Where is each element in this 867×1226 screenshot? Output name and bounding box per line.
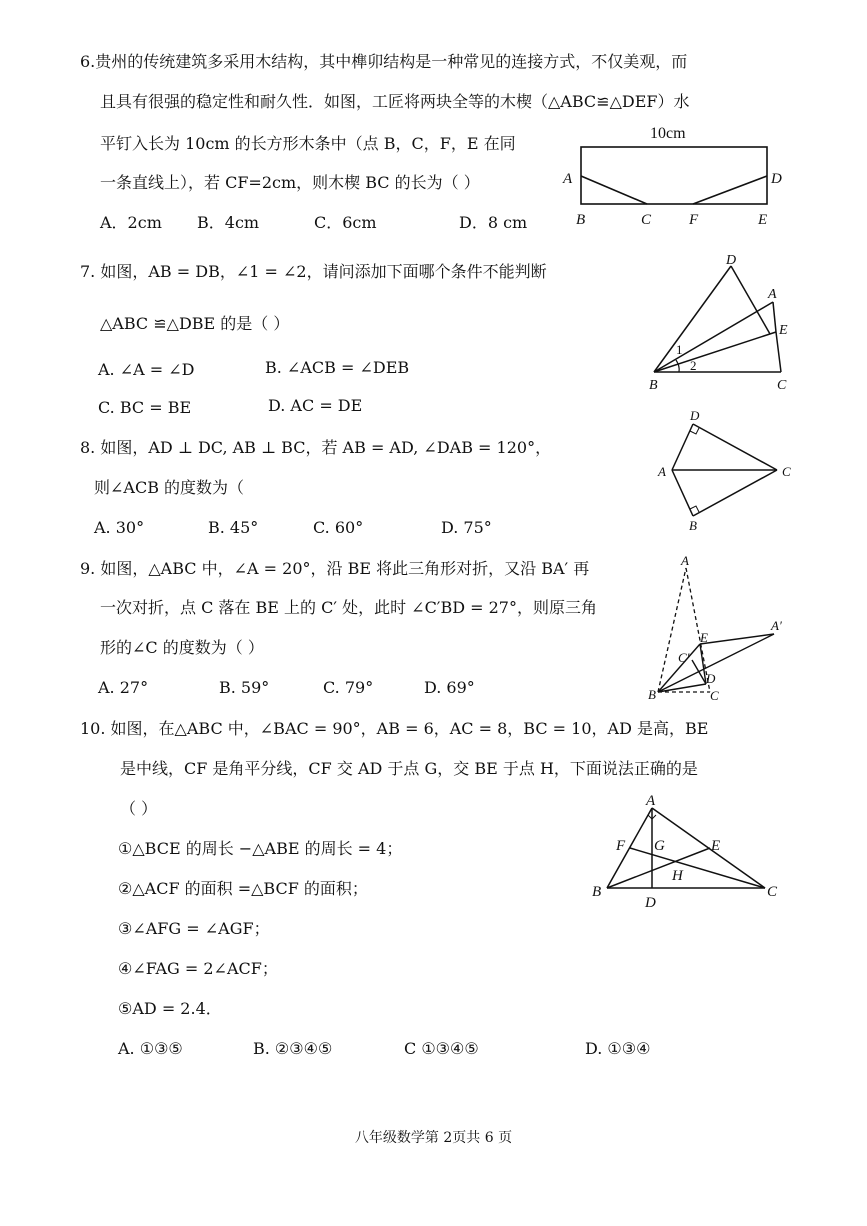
q8-fig-point-c: C bbox=[782, 464, 791, 479]
q6-fig-point-b: B bbox=[576, 212, 586, 228]
q8-fig-seg-ad bbox=[672, 424, 693, 470]
q8-line2: 则∠ACB 的度数为（ bbox=[94, 478, 245, 497]
q10-figure bbox=[585, 790, 785, 910]
q10-line1: 10. 如图，在△ABC 中，∠BAC = 90°，AB = 6，AC = 8，BC = 10，AD 是高，BE bbox=[80, 719, 709, 738]
q10-fig-point-a: A bbox=[646, 793, 656, 809]
q10-statement-2: ②△ACF 的面积 =△BCF 的面积； bbox=[118, 879, 368, 898]
q7-fig-seg-bd bbox=[654, 266, 731, 372]
q10-option-b: B. ②③④⑤ bbox=[253, 1039, 333, 1058]
q7-fig-angle-arc bbox=[676, 360, 679, 372]
q9-fig-seg-ba-dashed bbox=[658, 568, 686, 692]
q9-line1: 9. 如图，△ABC 中，∠A = 20°，沿 BE 将此三角形对折，又沿 BA′ 再 bbox=[80, 559, 590, 578]
q6-fig-wedge-de bbox=[693, 176, 767, 204]
q10-line3: （ ） bbox=[120, 799, 158, 818]
q9-option-c: C. 79° bbox=[323, 678, 374, 697]
q6-option-c: C．6cm bbox=[314, 213, 377, 232]
q10-fig-point-b: B bbox=[592, 884, 602, 900]
q6-figure bbox=[555, 120, 795, 230]
q10-line2: 是中线，CF 是角平分线，CF 交 AD 于点 G，交 BE 于点 H，下面说法正确的是 bbox=[120, 759, 698, 778]
q8-fig-seg-dc bbox=[693, 424, 777, 470]
q10-statement-1: ①△BCE 的周长 −△ABE 的周长 = 4； bbox=[118, 839, 403, 858]
q9-fig-point-b: B bbox=[648, 687, 656, 702]
q8-figure bbox=[650, 406, 800, 534]
q9-option-d: D. 69° bbox=[424, 678, 475, 697]
q6-line4: 一条直线上），若 CF=2cm，则木楔 BC 的长为（ ） bbox=[100, 173, 480, 192]
q6-fig-point-d: D bbox=[771, 171, 782, 187]
q9-fig-point-a-prime: A′ bbox=[771, 618, 782, 633]
q10-fig-seg-ab bbox=[607, 808, 652, 888]
q9-fig-point-e: E bbox=[700, 630, 708, 645]
q8-option-b: B. 45° bbox=[208, 518, 259, 537]
q9-line3: 形的∠C 的度数为（ ） bbox=[100, 638, 264, 657]
q6-line3: 平钉入长为 10cm 的长方形木条中（点 B，C，F，E 在同 bbox=[100, 134, 516, 153]
q9-fig-point-c: C bbox=[710, 688, 719, 703]
q10-fig-point-f: F bbox=[616, 838, 626, 854]
q7-option-d: D. AC = DE bbox=[268, 396, 363, 415]
q9-option-a: A. 27° bbox=[98, 678, 149, 697]
q10-fig-point-e: E bbox=[711, 838, 721, 854]
q8-fig-point-b: B bbox=[689, 518, 697, 533]
q8-fig-seg-bc bbox=[693, 470, 777, 516]
q6-option-b: B．4cm bbox=[197, 213, 260, 232]
q7-fig-point-d: D bbox=[726, 253, 737, 268]
q10-fig-point-h: H bbox=[672, 868, 683, 884]
q7-figure bbox=[640, 252, 800, 394]
q9-option-b: B. 59° bbox=[219, 678, 270, 697]
q6-fig-rectangle bbox=[581, 147, 767, 204]
q6-line1: 6.贵州的传统建筑多采用木结构，其中榫卯结构是一种常见的连接方式，不仅美观，而 bbox=[80, 52, 688, 71]
q8-line1: 8. 如图，AD ⊥ DC, AB ⊥ BC，若 AB = AD, ∠DAB = 120°， bbox=[80, 438, 552, 457]
q7-option-b: B. ∠ACB = ∠DEB bbox=[265, 358, 410, 377]
q10-option-c: C ①③④⑤ bbox=[404, 1039, 479, 1058]
q6-line2: 且具有很强的稳定性和耐久性．如图，工匠将两块全等的木楔（△ABC≌△DEF）水 bbox=[100, 92, 690, 111]
q8-fig-seg-ab bbox=[672, 470, 693, 516]
q10-statement-5: ⑤AD = 2.4． bbox=[118, 999, 222, 1018]
q8-option-c: C. 60° bbox=[313, 518, 364, 537]
q7-fig-seg-be bbox=[654, 332, 776, 372]
q10-fig-point-d: D bbox=[645, 895, 656, 910]
q6-fig-point-e: E bbox=[758, 212, 768, 228]
q6-option-a: A．2cm bbox=[100, 213, 162, 232]
q7-option-a: A. ∠A = ∠D bbox=[98, 360, 195, 379]
q9-figure bbox=[640, 552, 800, 704]
q8-option-d: D. 75° bbox=[441, 518, 492, 537]
q7-fig-seg-ae bbox=[773, 302, 776, 332]
q10-fig-point-c: C bbox=[767, 884, 778, 900]
q7-fig-point-c: C bbox=[777, 378, 787, 393]
q8-fig-point-d: D bbox=[690, 408, 700, 423]
q7-option-c: C. BC = BE bbox=[98, 398, 192, 417]
q7-fig-seg-ba bbox=[654, 302, 773, 372]
q10-fig-seg-be bbox=[607, 848, 710, 888]
q6-fig-length-label: 10cm bbox=[650, 125, 686, 142]
q7-fig-angle-1: 1 bbox=[676, 342, 683, 357]
q7-fig-point-b: B bbox=[649, 378, 658, 393]
q10-option-a: A. ①③⑤ bbox=[118, 1039, 183, 1058]
page-footer: 八年级数学第 2页共 6 页 bbox=[354, 1130, 513, 1146]
q6-fig-point-f: F bbox=[689, 212, 699, 228]
q6-option-d: D．8 cm bbox=[459, 213, 528, 232]
q6-fig-point-a: A bbox=[563, 171, 573, 187]
q6-fig-point-c: C bbox=[641, 212, 652, 228]
q10-statement-3: ③∠AFG = ∠AGF； bbox=[118, 919, 270, 938]
q10-fig-point-g: G bbox=[654, 838, 665, 854]
q9-fig-point-a: A bbox=[681, 553, 689, 568]
q7-line2: △ABC ≌△DBE 的是（ ） bbox=[100, 314, 290, 333]
q7-line1: 7. 如图，AB = DB，∠1 = ∠2，请问添加下面哪个条件不能判断 bbox=[80, 262, 547, 281]
q10-option-d: D. ①③④ bbox=[585, 1039, 651, 1058]
q7-fig-seg-ec bbox=[776, 332, 781, 372]
q6-fig-wedge-ab bbox=[581, 176, 647, 204]
q10-statement-4: ④∠FAG = 2∠ACF； bbox=[118, 959, 278, 978]
q8-option-a: A. 30° bbox=[94, 518, 145, 537]
q8-fig-point-a: A bbox=[658, 464, 666, 479]
q7-fig-angle-2: 2 bbox=[690, 358, 697, 373]
q9-fig-point-d: D bbox=[706, 671, 716, 686]
q7-fig-point-e: E bbox=[779, 323, 788, 338]
q9-fig-seg-ba-prime bbox=[658, 634, 774, 692]
q9-fig-point-c-prime: C′ bbox=[678, 650, 690, 665]
q10-fig-seg-cf bbox=[630, 848, 765, 888]
q7-fig-point-a: A bbox=[768, 287, 777, 302]
q9-line2: 一次对折，点 C 落在 BE 上的 C′ 处，此时 ∠C′BD = 27°，则原三角 bbox=[100, 598, 597, 617]
